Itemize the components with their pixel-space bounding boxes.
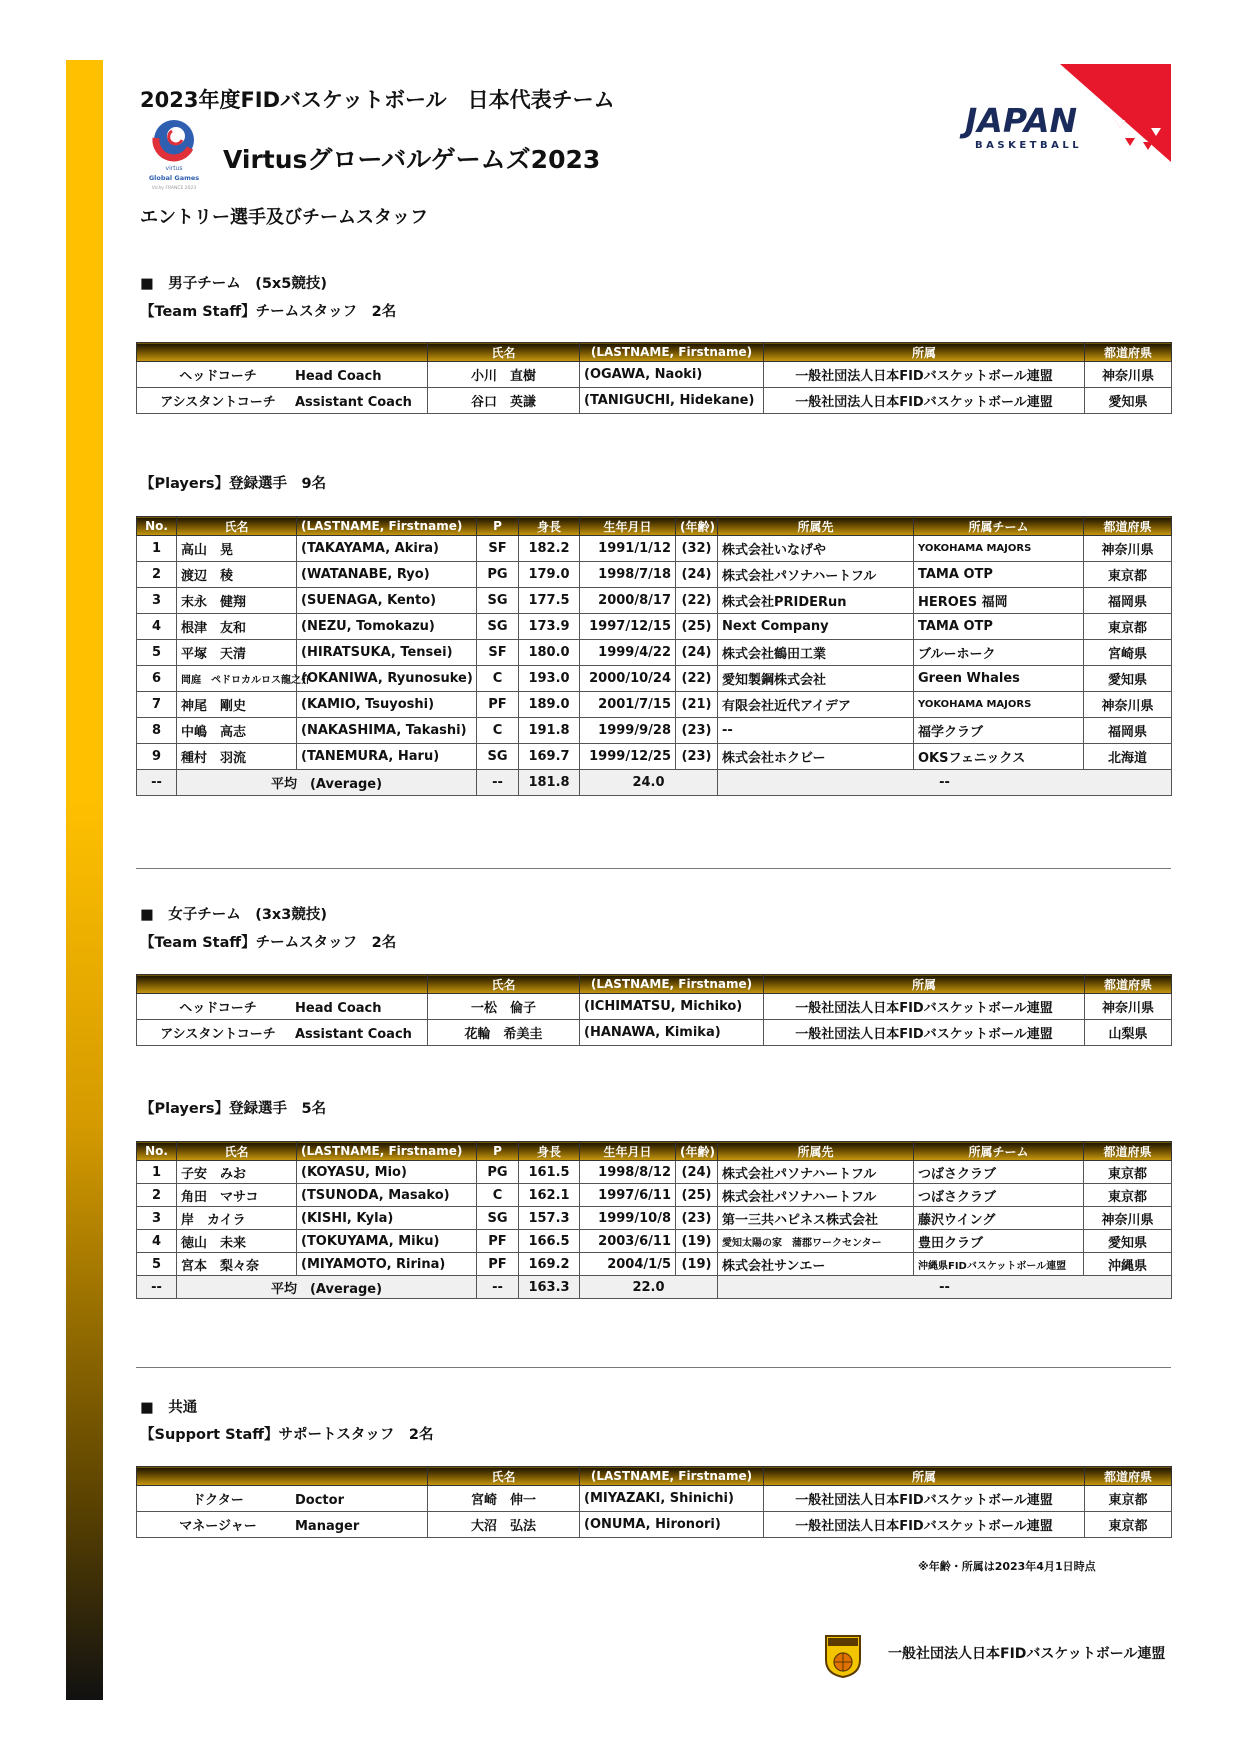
section-divider (136, 1367, 1171, 1368)
women-section-heading: ■ 女子チーム (3x3競技) (140, 907, 327, 923)
svg-text:virtus: virtus (165, 165, 183, 172)
player-age: (19) (676, 1253, 718, 1276)
svg-text:Global Games: Global Games (148, 174, 200, 182)
women-staff-table (136, 974, 1172, 1046)
player-height: 177.5 (519, 588, 580, 614)
player-team: 藤沢ウイング (914, 1207, 1084, 1230)
staff-roman: (ICHIMATSU, Michiko) (580, 994, 764, 1020)
player-dob: 1999/9/28 (580, 718, 676, 744)
player-name: 神尾 剛史 (177, 692, 297, 718)
player-pos: PG (477, 562, 519, 588)
player-roman: (KOYASU, Mio) (297, 1161, 477, 1184)
player-pos: SG (477, 614, 519, 640)
player-dob: 1998/8/12 (580, 1161, 676, 1184)
player-team: 豊田クラブ (914, 1230, 1084, 1253)
player-no: 1 (137, 1161, 177, 1184)
table-row (137, 388, 1172, 414)
player-dob: 1997/12/15 (580, 614, 676, 640)
player-roman: (NEZU, Tomokazu) (297, 614, 477, 640)
section-divider (136, 868, 1171, 869)
player-name: 徳山 未来 (177, 1230, 297, 1253)
player-height: 161.5 (519, 1161, 580, 1184)
table-row (137, 994, 1172, 1020)
footnote: ※年齢・所属は2023年4月1日時点 (918, 1560, 1096, 1573)
player-name: 平塚 天清 (177, 640, 297, 666)
player-team: OKSフェニックス (914, 744, 1084, 770)
col-header-roman: (LASTNAME, Firstname) (580, 975, 764, 994)
average-height: 181.8 (519, 770, 580, 796)
col-header-company: 所属先 (718, 517, 914, 536)
player-roman: (NAKASHIMA, Takashi) (297, 718, 477, 744)
staff-org: 一般社団法人日本FIDバスケットボール連盟 (764, 388, 1085, 414)
average-pos: -- (477, 1276, 519, 1299)
player-dob: 2001/7/15 (580, 692, 676, 718)
player-roman: (SUENAGA, Kento) (297, 588, 477, 614)
player-roman: (OKANIWA, Ryunosuke) (297, 666, 477, 692)
staff-pref: 東京都 (1085, 1512, 1172, 1538)
col-header-no: No. (137, 517, 177, 536)
player-age: (25) (676, 614, 718, 640)
staff-role: ヘッドコーチ Head Coach (137, 362, 428, 388)
staff-roman: (HANAWA, Kimika) (580, 1020, 764, 1046)
player-no: 2 (137, 1184, 177, 1207)
player-pref: 神奈川県 (1084, 1207, 1172, 1230)
japan-logo-subtext: BASKETBALL (975, 140, 1083, 151)
player-dob: 1991/1/12 (580, 536, 676, 562)
average-pos: -- (477, 770, 519, 796)
player-no: 1 (137, 536, 177, 562)
player-roman: (KAMIO, Tsuyoshi) (297, 692, 477, 718)
col-header-name: 氏名 (428, 1467, 580, 1486)
player-dob: 1999/10/8 (580, 1207, 676, 1230)
staff-org: 一般社団法人日本FIDバスケットボール連盟 (764, 1020, 1085, 1046)
player-no: 7 (137, 692, 177, 718)
player-age: (25) (676, 1184, 718, 1207)
player-team: YOKOHAMA MAJORS (914, 692, 1084, 718)
table-header-row (137, 517, 1172, 536)
japan-basketball-logo (965, 62, 1173, 162)
player-pos: SG (477, 744, 519, 770)
table-row (137, 1230, 1172, 1253)
player-pos: PF (477, 1253, 519, 1276)
player-pref: 福岡県 (1084, 588, 1172, 614)
staff-pref: 神奈川県 (1085, 362, 1172, 388)
col-header-org: 所属 (764, 1467, 1085, 1486)
col-header-name: 氏名 (177, 1142, 297, 1161)
staff-name: 谷口 英謙 (428, 388, 580, 414)
player-height: 180.0 (519, 640, 580, 666)
player-height: 182.2 (519, 536, 580, 562)
player-pos: SG (477, 588, 519, 614)
average-rest: -- (718, 770, 1172, 796)
player-pref: 宮崎県 (1084, 640, 1172, 666)
average-row (137, 1276, 1172, 1299)
player-age: (23) (676, 744, 718, 770)
average-no: -- (137, 1276, 177, 1299)
table-row (137, 1207, 1172, 1230)
col-header-pos: P (477, 517, 519, 536)
player-team: つばさクラブ (914, 1184, 1084, 1207)
player-age: (24) (676, 1161, 718, 1184)
men-players-heading: 【Players】登録選手 9名 (140, 476, 327, 492)
table-row (137, 744, 1172, 770)
player-name: 中嶋 高志 (177, 718, 297, 744)
player-dob: 2000/10/24 (580, 666, 676, 692)
col-header-pref: 都道府県 (1084, 517, 1172, 536)
player-height: 169.7 (519, 744, 580, 770)
player-dob: 2000/8/17 (580, 588, 676, 614)
player-team: YOKOHAMA MAJORS (914, 536, 1084, 562)
table-row (137, 362, 1172, 388)
staff-roman: (ONUMA, Hironori) (580, 1512, 764, 1538)
table-row (137, 562, 1172, 588)
staff-role: アシスタントコーチ Assistant Coach (137, 1020, 428, 1046)
average-no: -- (137, 770, 177, 796)
player-age: (19) (676, 1230, 718, 1253)
col-header-role (137, 975, 428, 994)
player-no: 8 (137, 718, 177, 744)
player-team: 沖縄県FIDバスケットボール連盟 (914, 1253, 1084, 1276)
player-pref: 東京都 (1084, 614, 1172, 640)
player-height: 166.5 (519, 1230, 580, 1253)
player-dob: 2004/1/5 (580, 1253, 676, 1276)
player-no: 6 (137, 666, 177, 692)
player-pref: 愛知県 (1084, 1230, 1172, 1253)
player-roman: (KISHI, Kyla) (297, 1207, 477, 1230)
player-pref: 東京都 (1084, 562, 1172, 588)
average-age: 22.0 (580, 1276, 718, 1299)
support-staff-table (136, 1466, 1172, 1538)
player-company: 愛知太陽の家 蒲郡ワークセンター (718, 1230, 914, 1253)
women-staff-heading: 【Team Staff】チームスタッフ 2名 (140, 935, 397, 951)
player-age: (21) (676, 692, 718, 718)
player-height: 173.9 (519, 614, 580, 640)
common-section-heading: ■ 共通 (140, 1400, 198, 1416)
player-company: 株式会社いなげや (718, 536, 914, 562)
player-pref: 神奈川県 (1084, 536, 1172, 562)
player-company: -- (718, 718, 914, 744)
col-header-name: 氏名 (428, 343, 580, 362)
table-row (137, 692, 1172, 718)
player-no: 5 (137, 1253, 177, 1276)
staff-name: 花輪 希美圭 (428, 1020, 580, 1046)
player-height: 191.8 (519, 718, 580, 744)
player-roman: (WATANABE, Ryo) (297, 562, 477, 588)
page-title: 2023年度FIDバスケットボール 日本代表チーム (140, 88, 615, 112)
player-name: 宮本 梨々奈 (177, 1253, 297, 1276)
player-no: 2 (137, 562, 177, 588)
player-height: 162.1 (519, 1184, 580, 1207)
table-row (137, 1184, 1172, 1207)
player-dob: 1999/12/25 (580, 744, 676, 770)
player-roman: (MIYAMOTO, Ririna) (297, 1253, 477, 1276)
player-name: 角田 マサコ (177, 1184, 297, 1207)
col-header-roman: (LASTNAME, Firstname) (580, 1467, 764, 1486)
player-age: (23) (676, 718, 718, 744)
player-team: つばさクラブ (914, 1161, 1084, 1184)
col-header-org: 所属 (764, 343, 1085, 362)
men-section-heading: ■ 男子チーム (5x5競技) (140, 276, 327, 292)
player-company: 株式会社サンエー (718, 1253, 914, 1276)
staff-org: 一般社団法人日本FIDバスケットボール連盟 (764, 1512, 1085, 1538)
player-pref: 北海道 (1084, 744, 1172, 770)
player-pos: SF (477, 536, 519, 562)
table-row (137, 1486, 1172, 1512)
player-company: 第一三共ハピネス株式会社 (718, 1207, 914, 1230)
player-team: TAMA OTP (914, 614, 1084, 640)
table-row (137, 718, 1172, 744)
staff-roman: (TANIGUCHI, Hidekane) (580, 388, 764, 414)
player-no: 5 (137, 640, 177, 666)
table-row (137, 536, 1172, 562)
col-header-roman: (LASTNAME, Firstname) (297, 1142, 477, 1161)
player-dob: 1997/6/11 (580, 1184, 676, 1207)
player-roman: (HIRATSUKA, Tensei) (297, 640, 477, 666)
average-age: 24.0 (580, 770, 718, 796)
player-dob: 1999/4/22 (580, 640, 676, 666)
col-header-name: 氏名 (177, 517, 297, 536)
federation-emblem-icon (824, 1634, 862, 1678)
staff-role: ドクター Doctor (137, 1486, 428, 1512)
player-roman: (TOKUYAMA, Miku) (297, 1230, 477, 1253)
player-dob: 2003/6/11 (580, 1230, 676, 1253)
table-row (137, 1020, 1172, 1046)
player-age: (22) (676, 666, 718, 692)
player-height: 193.0 (519, 666, 580, 692)
table-row (137, 640, 1172, 666)
col-header-org: 所属 (764, 975, 1085, 994)
staff-org: 一般社団法人日本FIDバスケットボール連盟 (764, 1486, 1085, 1512)
staff-name: 一松 倫子 (428, 994, 580, 1020)
svg-text:Vichy FRANCE 2023: Vichy FRANCE 2023 (151, 186, 197, 191)
staff-role: マネージャー Manager (137, 1512, 428, 1538)
player-team: 福学クラブ (914, 718, 1084, 744)
staff-name: 小川 直樹 (428, 362, 580, 388)
player-company: 有限会社近代アイデア (718, 692, 914, 718)
player-team: TAMA OTP (914, 562, 1084, 588)
player-roman: (TSUNODA, Masako) (297, 1184, 477, 1207)
staff-role: ヘッドコーチ Head Coach (137, 994, 428, 1020)
player-name: 高山 晃 (177, 536, 297, 562)
player-age: (32) (676, 536, 718, 562)
player-dob: 1998/7/18 (580, 562, 676, 588)
player-height: 189.0 (519, 692, 580, 718)
player-pos: C (477, 1184, 519, 1207)
staff-pref: 愛知県 (1085, 388, 1172, 414)
col-header-pref: 都道府県 (1085, 1467, 1172, 1486)
table-header-row (137, 975, 1172, 994)
men-staff-heading: 【Team Staff】チームスタッフ 2名 (140, 304, 397, 320)
player-height: 169.2 (519, 1253, 580, 1276)
table-header-row (137, 343, 1172, 362)
player-pos: C (477, 666, 519, 692)
player-no: 9 (137, 744, 177, 770)
average-rest: -- (718, 1276, 1172, 1299)
col-header-age: (年齢) (676, 1142, 718, 1161)
player-no: 3 (137, 1207, 177, 1230)
player-name: 渡辺 稜 (177, 562, 297, 588)
player-height: 179.0 (519, 562, 580, 588)
col-header-pref: 都道府県 (1084, 1142, 1172, 1161)
col-header-no: No. (137, 1142, 177, 1161)
player-company: 株式会社パソナハートフル (718, 1184, 914, 1207)
staff-pref: 神奈川県 (1085, 994, 1172, 1020)
table-row (137, 588, 1172, 614)
player-pos: C (477, 718, 519, 744)
staff-org: 一般社団法人日本FIDバスケットボール連盟 (764, 994, 1085, 1020)
player-company: 株式会社鶴田工業 (718, 640, 914, 666)
document-subtitle: エントリー選手及びチームスタッフ (140, 207, 428, 228)
men-players-table (136, 516, 1172, 796)
player-no: 4 (137, 1230, 177, 1253)
player-team: ブルーホーク (914, 640, 1084, 666)
virtus-global-games-logo (146, 118, 202, 194)
staff-org: 一般社団法人日本FIDバスケットボール連盟 (764, 362, 1085, 388)
average-row (137, 770, 1172, 796)
player-team: HEROES 福岡 (914, 588, 1084, 614)
col-header-role (137, 1467, 428, 1486)
japan-logo-text: JAPAN (965, 101, 1078, 140)
staff-name: 大沼 弘法 (428, 1512, 580, 1538)
col-header-team: 所属チーム (914, 1142, 1084, 1161)
player-roman: (TANEMURA, Haru) (297, 744, 477, 770)
player-company: 株式会社ホクビー (718, 744, 914, 770)
table-row (137, 614, 1172, 640)
women-players-table (136, 1141, 1172, 1299)
staff-roman: (MIYAZAKI, Shinichi) (580, 1486, 764, 1512)
player-company: 株式会社パソナハートフル (718, 1161, 914, 1184)
col-header-dob: 生年月日 (580, 517, 676, 536)
yellow-sidebar-stripe (66, 60, 103, 1700)
player-pref: 東京都 (1084, 1161, 1172, 1184)
col-header-height: 身長 (519, 517, 580, 536)
average-label: 平均 (Average) (177, 1276, 477, 1299)
player-team: Green Whales (914, 666, 1084, 692)
player-pref: 東京都 (1084, 1184, 1172, 1207)
col-header-roman: (LASTNAME, Firstname) (580, 343, 764, 362)
player-pos: PF (477, 692, 519, 718)
player-company: 株式会社PRIDERun (718, 588, 914, 614)
player-pref: 神奈川県 (1084, 692, 1172, 718)
col-header-company: 所属先 (718, 1142, 914, 1161)
player-name: 岡庭 ペドロカルロス龍之介 (177, 666, 297, 692)
staff-name: 宮崎 伸一 (428, 1486, 580, 1512)
col-header-name: 氏名 (428, 975, 580, 994)
col-header-age: (年齢) (676, 517, 718, 536)
col-header-dob: 生年月日 (580, 1142, 676, 1161)
staff-pref: 東京都 (1085, 1486, 1172, 1512)
player-name: 岸 カイラ (177, 1207, 297, 1230)
player-name: 子安 みお (177, 1161, 297, 1184)
player-pos: SF (477, 640, 519, 666)
player-age: (24) (676, 640, 718, 666)
staff-role: アシスタントコーチ Assistant Coach (137, 388, 428, 414)
player-age: (23) (676, 1207, 718, 1230)
player-company: 株式会社パソナハートフル (718, 562, 914, 588)
staff-roman: (OGAWA, Naoki) (580, 362, 764, 388)
col-header-role (137, 343, 428, 362)
player-height: 157.3 (519, 1207, 580, 1230)
player-no: 3 (137, 588, 177, 614)
player-roman: (TAKAYAMA, Akira) (297, 536, 477, 562)
col-header-pref: 都道府県 (1085, 975, 1172, 994)
average-label: 平均 (Average) (177, 770, 477, 796)
player-age: (24) (676, 562, 718, 588)
women-players-heading: 【Players】登録選手 5名 (140, 1101, 327, 1117)
table-row (137, 1253, 1172, 1276)
event-title: Virtusグローバルゲームズ2023 (223, 145, 601, 174)
col-header-pref: 都道府県 (1085, 343, 1172, 362)
player-name: 末永 健翔 (177, 588, 297, 614)
player-age: (22) (676, 588, 718, 614)
table-row (137, 1161, 1172, 1184)
player-pos: SG (477, 1207, 519, 1230)
player-name: 種村 羽流 (177, 744, 297, 770)
table-row (137, 666, 1172, 692)
col-header-pos: P (477, 1142, 519, 1161)
average-height: 163.3 (519, 1276, 580, 1299)
table-header-row (137, 1142, 1172, 1161)
player-pref: 福岡県 (1084, 718, 1172, 744)
col-header-team: 所属チーム (914, 517, 1084, 536)
men-staff-table (136, 342, 1172, 414)
player-no: 4 (137, 614, 177, 640)
player-pref: 愛知県 (1084, 666, 1172, 692)
player-pos: PF (477, 1230, 519, 1253)
col-header-height: 身長 (519, 1142, 580, 1161)
col-header-roman: (LASTNAME, Firstname) (297, 517, 477, 536)
footer-organization: 一般社団法人日本FIDバスケットボール連盟 (888, 1646, 1166, 1662)
player-pos: PG (477, 1161, 519, 1184)
player-company: Next Company (718, 614, 914, 640)
support-staff-heading: 【Support Staff】サポートスタッフ 2名 (140, 1427, 434, 1443)
player-company: 愛知製鋼株式会社 (718, 666, 914, 692)
staff-pref: 山梨県 (1085, 1020, 1172, 1046)
player-name: 根津 友和 (177, 614, 297, 640)
table-row (137, 1512, 1172, 1538)
player-pref: 沖縄県 (1084, 1253, 1172, 1276)
table-header-row (137, 1467, 1172, 1486)
